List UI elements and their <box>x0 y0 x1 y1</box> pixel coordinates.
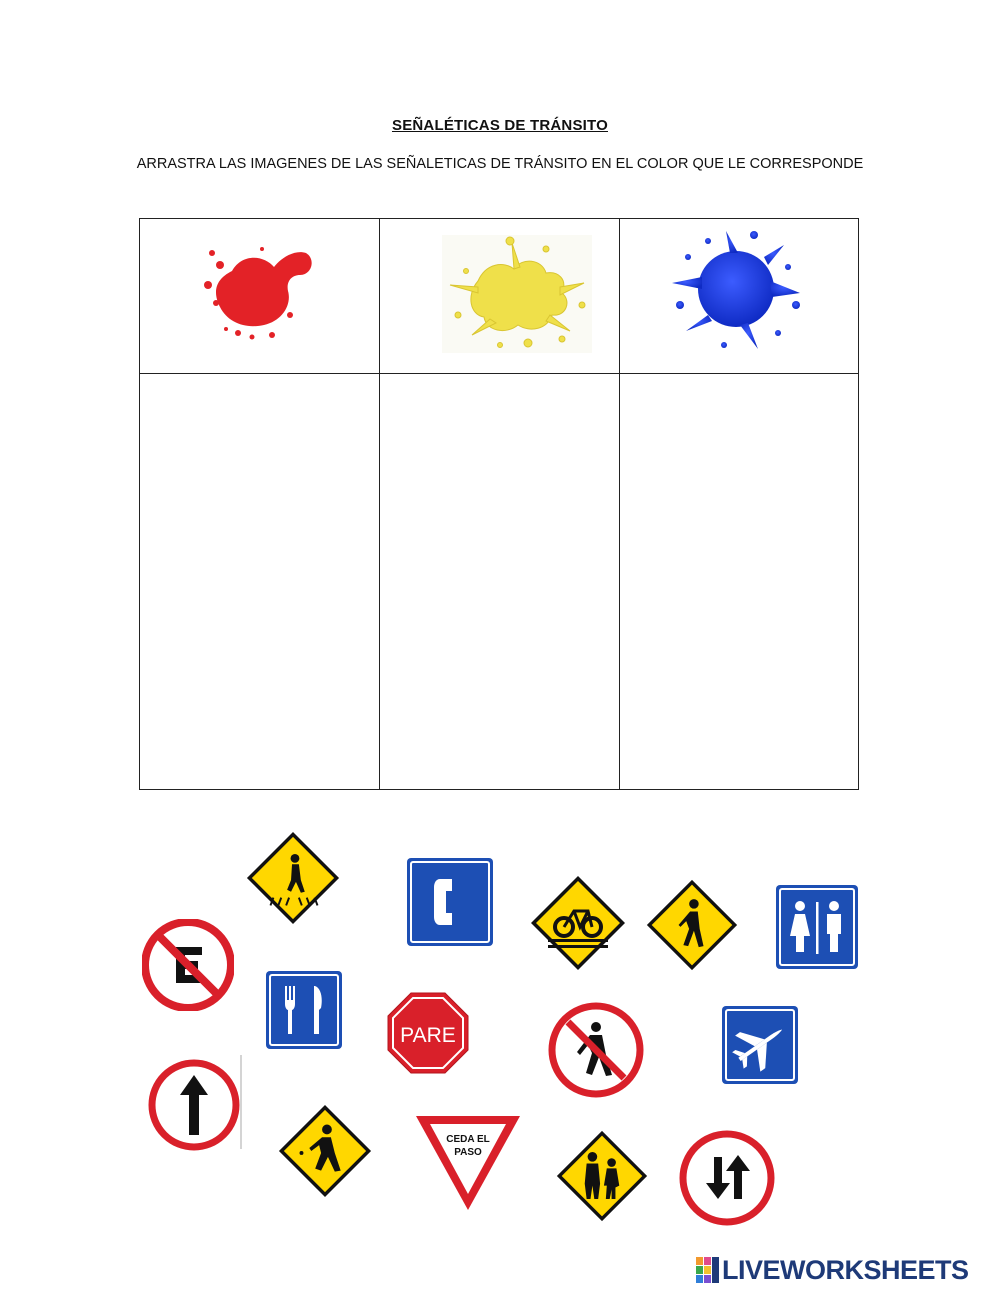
bicycle-crossing-sign[interactable] <box>528 873 628 973</box>
stop-sign-text: PARE <box>400 1024 456 1047</box>
pedestrian-sign[interactable] <box>644 877 740 973</box>
pedestrian-crossing-sign[interactable] <box>244 829 342 927</box>
yield-text-line2: PASO <box>454 1147 482 1158</box>
red-paint-splash <box>202 241 317 341</box>
restroom-sign[interactable] <box>775 884 859 970</box>
header-divider <box>140 373 858 374</box>
two-way-traffic-sign[interactable] <box>678 1129 776 1227</box>
yellow-paint-splash <box>442 235 592 353</box>
straight-ahead-sign[interactable] <box>148 1055 244 1151</box>
school-zone-sign[interactable] <box>554 1128 650 1224</box>
sorting-table <box>139 218 859 790</box>
walking-pedestrian-sign[interactable] <box>276 1102 374 1200</box>
restaurant-sign[interactable] <box>265 970 343 1050</box>
worksheet-title: SEÑALÉTICAS DE TRÁNSITO <box>391 117 608 134</box>
yield-text-line1: CEDA EL <box>446 1134 490 1145</box>
liveworksheets-logo-icon <box>696 1257 720 1283</box>
blue-paint-splash <box>668 227 806 355</box>
airport-sign[interactable] <box>721 1005 799 1085</box>
no-pedestrians-sign[interactable] <box>548 1001 644 1099</box>
liveworksheets-logo <box>696 1254 996 1286</box>
worksheet-instructions: ARRASTRA LAS IMAGENES DE LAS SEÑALETICAS DE TRÁNSITO EN EL COLOR QUE LE CORRESPONDE <box>136 156 864 172</box>
yellow-dropzone[interactable] <box>380 375 619 789</box>
stop-sign[interactable] <box>387 992 469 1074</box>
yield-sign[interactable] <box>414 1114 522 1212</box>
blue-dropzone[interactable] <box>620 375 858 789</box>
no-parking-sign[interactable] <box>142 919 234 1011</box>
telephone-sign[interactable] <box>406 857 494 947</box>
red-dropzone[interactable] <box>140 375 379 789</box>
liveworksheets-brand-text: LIVEWORKSHEETS <box>722 1254 969 1285</box>
